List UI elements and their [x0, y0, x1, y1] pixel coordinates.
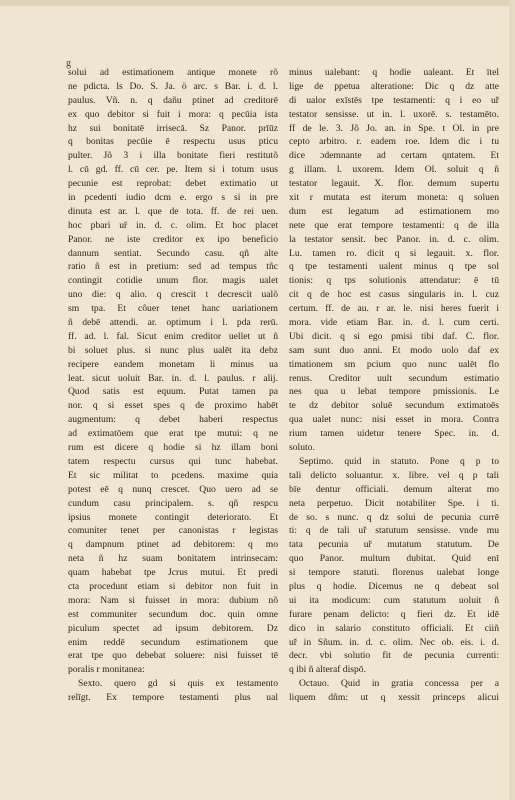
text-line: poralis r monitanea:	[68, 664, 145, 676]
text-line: l. cū gd. ff. cū cer. pe. Item si i totum usus	[68, 164, 278, 176]
text-line: te dz debitor soluē secundum extimatoēs	[289, 400, 499, 412]
text-line: comuniter tenet per canonistas r legistas	[68, 525, 278, 537]
text-line: cundum casu principalem. s. qñ respcu	[68, 497, 278, 509]
text-line: contingit cotidie unum flor. magis ualet	[68, 275, 278, 287]
text-line: Septimo. quid in statuto. Pone q p to	[299, 455, 499, 467]
text-line: neta perpetuo. Dicit notabiliter Spe. i ti.	[289, 497, 499, 509]
right-text-column	[289, 66, 499, 705]
text-line: uno die: q alio. q crescit t decrescit ualõ	[68, 289, 278, 301]
text-line: quam habebat tpe Jcrus mutui. Et predi	[68, 567, 278, 579]
text-line: xit r mutata est iterum moneta: q soluen	[289, 192, 499, 204]
text-line: certum. ff. de au. r ar. le. nisi heres fuerit i	[289, 303, 499, 315]
text-line: ex quo debitor si fuit i mora: q pecūia ista	[68, 108, 278, 120]
text-line: tatem respectu cursus qui tunc habebat.	[68, 455, 278, 467]
text-line: recipere eandem monetam li minus ua	[68, 358, 278, 370]
text-line: augmentum: q debet haberi respectus	[68, 414, 278, 426]
text-line: tionis: q tps solutionis attendatur: ē tū	[289, 275, 499, 287]
text-line: tali delicto soluantur. x. libre. vel q p tali	[289, 469, 499, 481]
left-text-column	[68, 66, 278, 705]
text-line: Lu. tamen ro. dicit q si legauit. x. flor.	[289, 247, 499, 259]
text-line: dannum sentiat. Secundo casu. qñ alte	[68, 247, 278, 259]
text-line: bīe dentur officiali. demum alterat mo	[289, 483, 499, 495]
text-line: cta procedunt etiam si debitor non fuit in	[68, 580, 278, 592]
text-line: decr. vbi solutio fit de pecunia currenti:	[289, 650, 499, 662]
text-line: q ibi ñ alteraf dispō.	[289, 664, 366, 676]
text-line: erat tpe quo debebat soluere: nisi fuisset tē	[68, 650, 278, 662]
text-line: dum est legatum ad estimationem mo	[289, 205, 499, 217]
text-line: Sexto. quero gd si quis ex testamento	[78, 678, 278, 690]
text-line: uř in Sñum. in. d. c. olim. Nec ob. eis. i. d.	[289, 636, 499, 648]
text-line: pulter. Jõ 3 i illa bonitate fieri restitutõ	[68, 150, 278, 162]
text-line: bi soluet plus. si nunc plus ualēt ita debz	[68, 344, 278, 356]
text-line: ui ita modicum: cum statutum uoluit ñ	[289, 594, 499, 606]
text-line: neta ñ hz suam bonitatem intrinsecam:	[68, 553, 278, 565]
text-line: Quod satis est equum. Putat tamen pa	[68, 386, 278, 398]
text-line: cit q de hoc est casus singularis in. l. cuz	[289, 289, 499, 301]
text-line: ff. ad. l. fal. Sicut enim creditor uellet ut ñ	[68, 330, 278, 342]
text-line: tata pecunia uř mutatum statutum. De	[289, 539, 499, 551]
text-line: Panor. ne iste creditor ex ipo beneficio	[68, 233, 278, 245]
text-line: testator sensisse. ut in. l. uxorē. s. testamēto.	[289, 108, 499, 120]
text-line: sm tpa. Et côuer tenet hanc uariationem	[68, 303, 278, 315]
text-line: enim reddē secundum estimationem que	[68, 636, 278, 648]
text-line: dice ɔdemnante ad certam qntatem. Et	[289, 150, 499, 162]
page-right-edge	[509, 0, 515, 800]
text-line: paulus. Vñ. n. q dañu ptinet ad creditorē	[68, 94, 278, 106]
text-line: ratio ñ est in pretium: sed ad tempus tñc	[68, 261, 278, 273]
text-line: rum est dicere q hodie si hz illam boni	[68, 442, 278, 454]
text-line: plus q hodie. Dicemus ne q debeat sol	[289, 580, 499, 592]
text-line: est communiter secundum doc. quin omne	[68, 608, 278, 620]
text-line: solui ad estimationem antique monete rõ	[68, 67, 278, 78]
text-line: nor. q si esset spes q de proximo habēt	[68, 400, 278, 412]
text-line: nes qua u lebat tempore pmissionis. Le	[289, 386, 499, 398]
signature-mark: g	[66, 58, 72, 69]
text-line: minus ualebant: q hodie ualeant. Et ītel	[289, 67, 499, 78]
text-line: ad extimatōem que erat tpe mutui: q ne	[68, 428, 278, 440]
text-line: de so. s nunc. q dz solui de pecunia currē	[289, 511, 499, 523]
text-line: ñ debē attendi. ar. optimum i l. pda rerū.	[68, 317, 278, 329]
text-line: ne pdicta. ls Do. S. Ja. ö arc. s Bar. i. d. l.	[68, 80, 278, 92]
text-line: cepto arbitro. r. eadem roe. Idem dic i tu	[289, 136, 499, 148]
text-line: g illam. l. uxorem. Idem Ol. soluit q ñ	[289, 164, 499, 176]
text-line: si tempore statuti. florenus ualebat longe	[289, 567, 499, 579]
text-line: ff de le. 3. Jõ Jo. an. in Spe. t Ol. in pre	[289, 122, 499, 134]
text-line: hz sui bonitatē irrisecā. Sz Panor. prīūz	[68, 122, 278, 134]
text-line: Ubi dicit. q si ego pmisi tibi daf. C. flor.	[289, 330, 499, 342]
text-line: dico in salario constituto officiali. Et ciiñ	[289, 622, 499, 634]
text-line: renus. Creditor uult secundum estimatio	[289, 372, 499, 384]
text-line: mora. vide etiam Bar. in. d. l. cum certi.	[289, 317, 499, 329]
text-line: in pcedenti iudio dcm e. ergo s si in pre	[68, 192, 278, 204]
text-line: rium tamen uidetur tenere Spec. in. d.	[289, 428, 499, 440]
page-top-edge	[0, 0, 515, 6]
text-line: testator legauit. X. flor. demum supertu	[289, 178, 499, 190]
text-line: nete que erat tempore testamenti: q de illa	[289, 219, 499, 231]
text-line: mora: Nam si fuisset in mora: dubium nõ	[68, 594, 278, 606]
text-line: q tpe testamenti ualent minus q tpe sol	[289, 261, 499, 273]
text-line: q bonitas pecūie ē respectu usus pticu	[68, 136, 278, 148]
text-line: la testator sensit. bec Panor. in. d. c. olim.	[289, 233, 499, 245]
text-line: relīgt. Ex tempore testamenti plus ual	[68, 692, 278, 704]
text-line: leat. sicut uoluit Bar. in. d. l. paulus. r alij.	[68, 372, 278, 384]
text-line: pecunie est reprobat: debet extimatio ut	[68, 178, 278, 190]
text-line: liquem dñm: ut q xessit princeps alicui	[289, 692, 499, 704]
text-line: Octauo. Quid in gratia concessa per a	[299, 678, 499, 690]
text-line: hoc pbari uř in. d. c. olim. Et hoc placet	[68, 219, 278, 231]
text-line: furare penam delicto: q fieri dz. Et idē	[289, 608, 499, 620]
text-line: ipsius monete contingit deteriorato. Et	[68, 511, 278, 523]
text-line: timationem sm pcium quo nunc ualēt flo	[289, 358, 499, 370]
text-line: qua ualet nunc: nisi esset in mora. Contra	[289, 414, 499, 426]
text-line: q dampnum ptinet ad debitorem: q mo	[68, 539, 278, 551]
text-line: sam sunt duo anni. Et modo uolo daf ex	[289, 344, 499, 356]
text-line: potest eē q nunq crescet. Quo uero ad se	[68, 483, 278, 495]
text-line: lige de ppetua alteratione: Dic q dz atte	[289, 80, 499, 92]
text-line: soluto.	[289, 442, 315, 454]
text-line: dinuta est ar. l. que de tota. ff. de rei uen.	[68, 205, 278, 217]
text-line: piculum spectet ad ipsum debitorem. Dz	[68, 622, 278, 634]
text-line: quo Panor. multum dubitat. Quid enī	[289, 553, 499, 565]
text-line: ti: q de tali uř statutum sensisse. vnde mu	[289, 525, 499, 537]
text-line: Et sic militat to pcedens. maxime quia	[68, 469, 278, 481]
text-line: di ualor exīstēs tpe testamenti: q i eo uř	[289, 94, 499, 106]
